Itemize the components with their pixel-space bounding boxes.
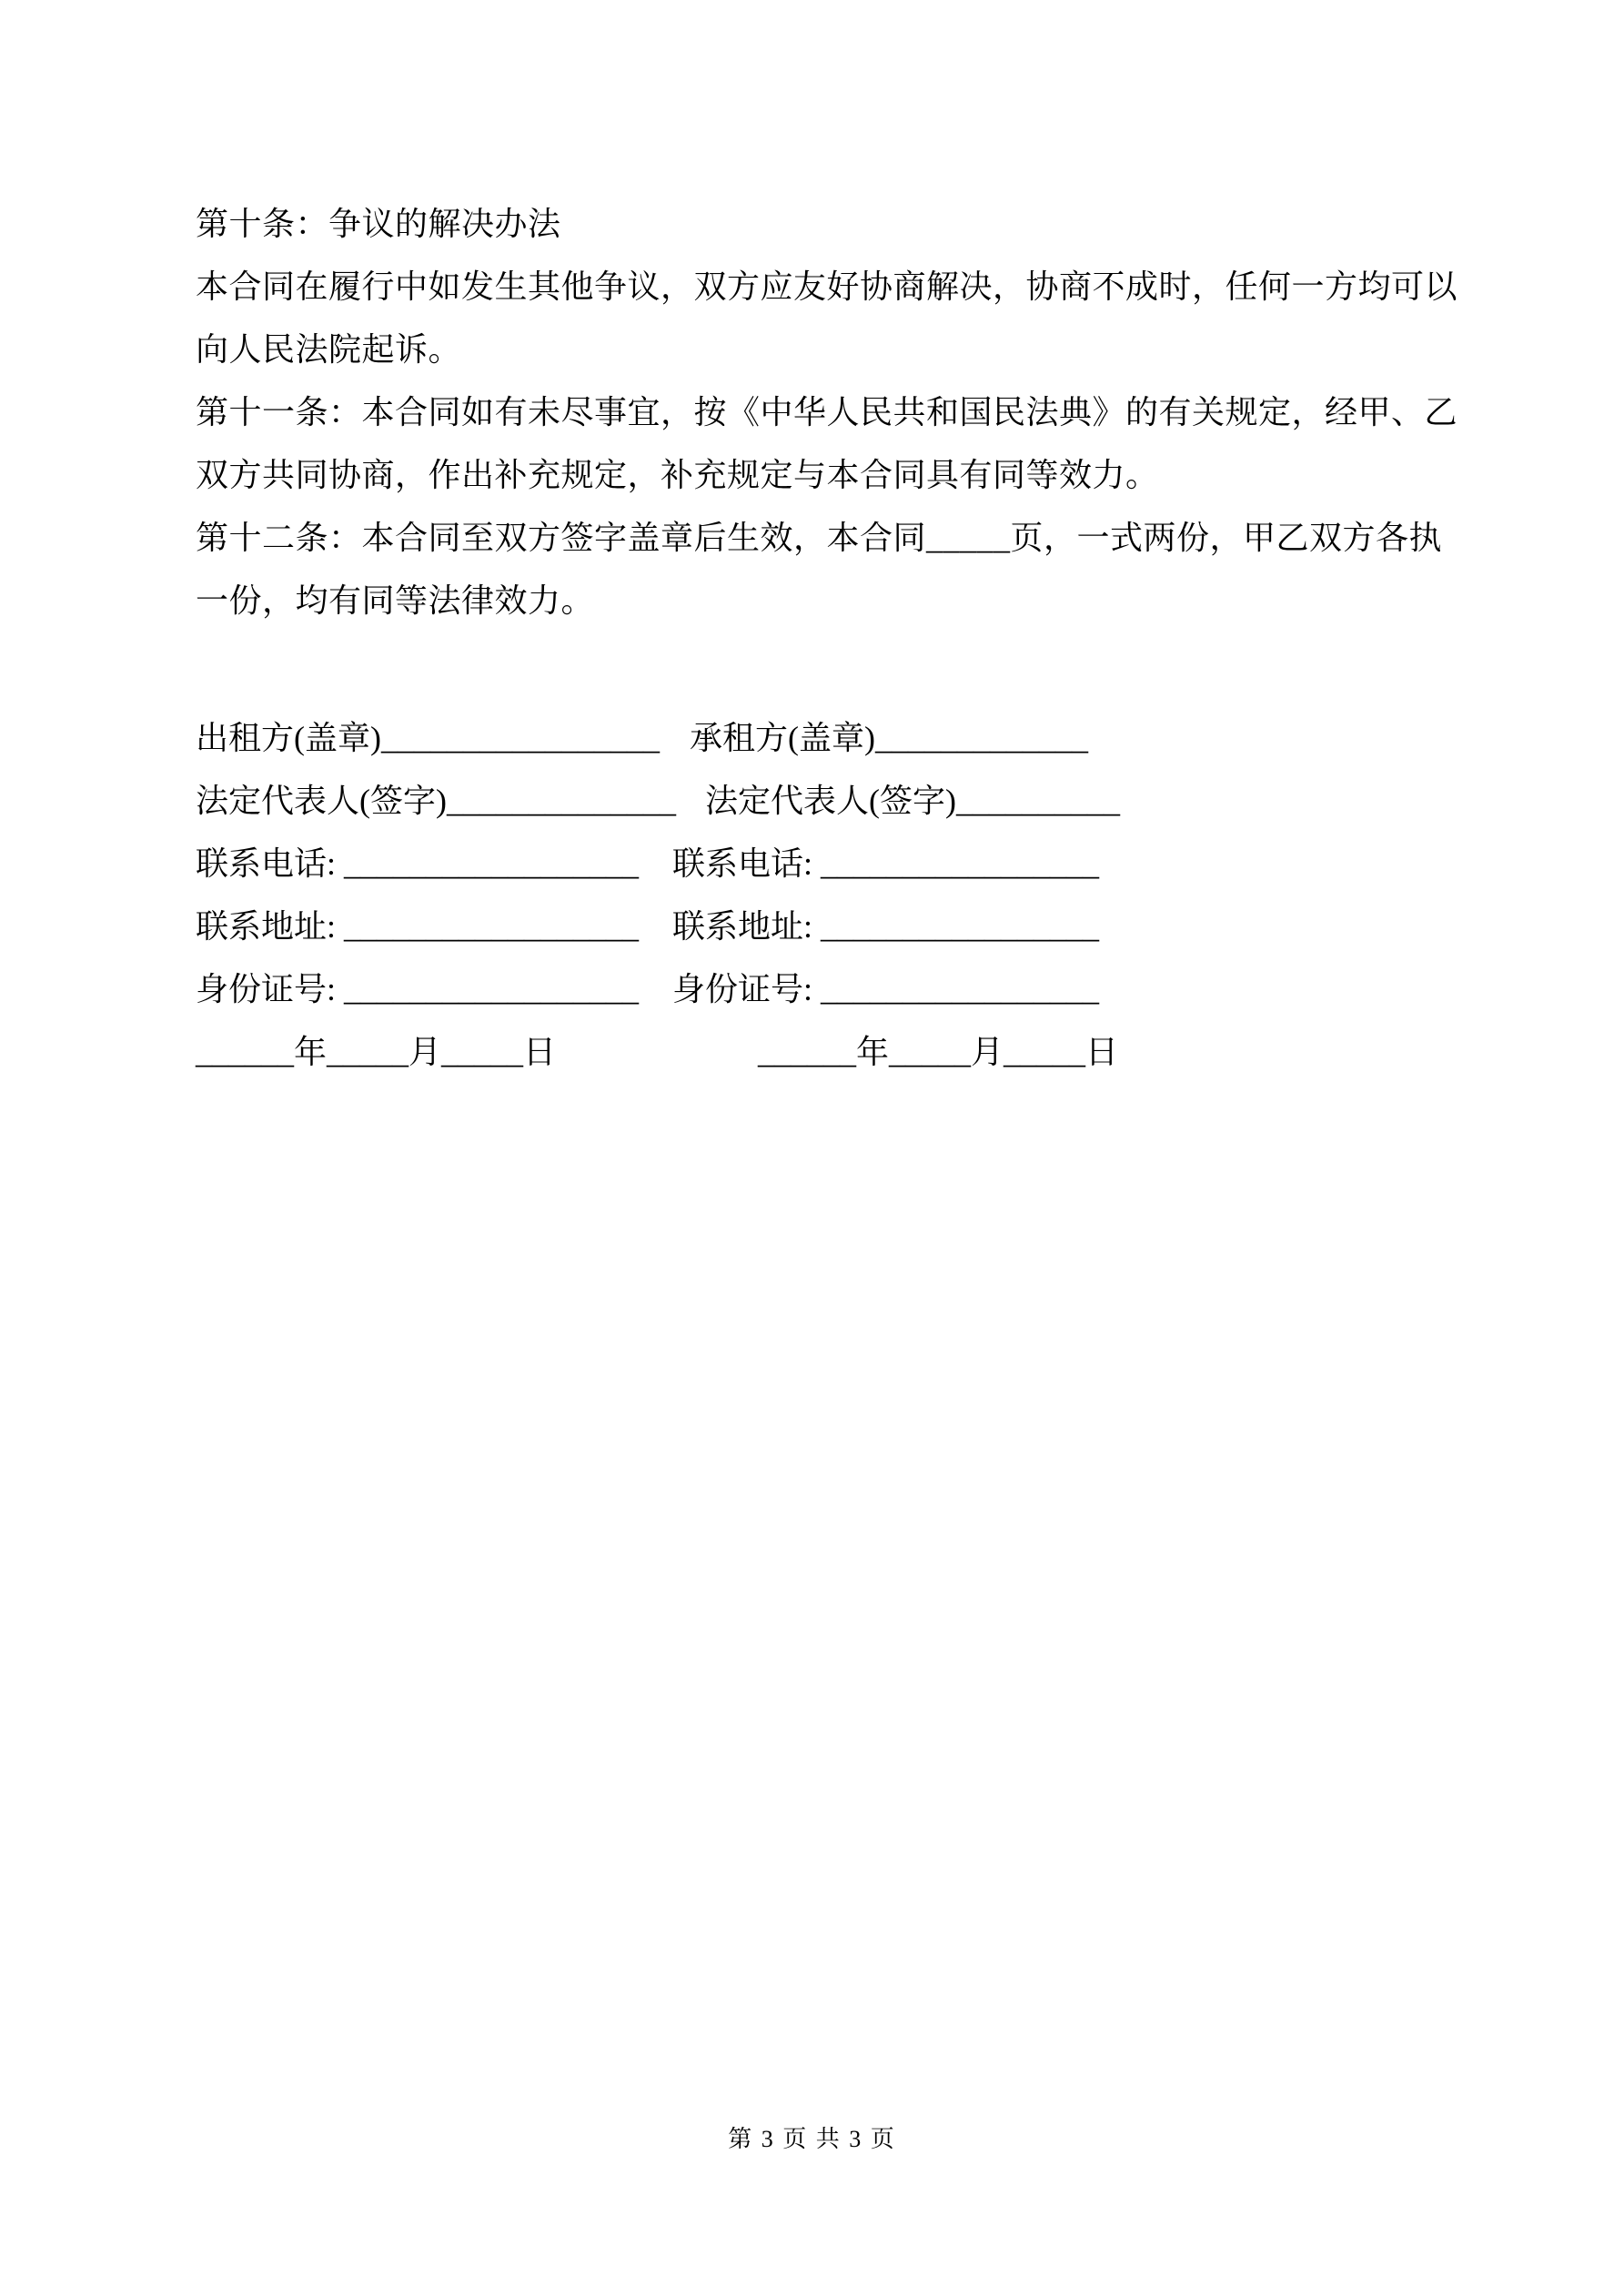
lessor-id-number-field: 身份证号: __________________ — [196, 971, 640, 1007]
lessee-address-field: 联系地址: _________________ — [672, 908, 1100, 945]
signature-block — [196, 707, 1460, 1084]
lessor-date-field: ______年_____月_____日 — [196, 1034, 556, 1070]
article-10-heading: 第十条：争议的解决办法 — [196, 206, 561, 242]
lessor-representative-field: 法定代表人(签字)______________ — [196, 783, 676, 819]
signature-row-phone — [196, 833, 1460, 895]
signature-row-id — [196, 958, 1460, 1021]
lessee-seal-field: 承租方(盖章)_____________ — [690, 720, 1088, 756]
signature-row-date — [196, 1021, 1460, 1084]
article-11-line-2: 双方共同协商，作出补充规定，补充规定与本合同具有同等效力。 — [196, 457, 1159, 493]
lessee-phone-field: 联系电话: _________________ — [672, 845, 1100, 882]
article-10-body-line-2: 向人民法院起诉。 — [196, 331, 462, 368]
lessor-seal-field: 出租方(盖章)_________________ — [196, 720, 660, 756]
contract-body — [196, 193, 1460, 632]
article-12-line-2: 一份，均有同等法律效力。 — [196, 582, 595, 619]
lessor-address-field: 联系地址: __________________ — [196, 908, 640, 945]
lessee-id-number-field: 身份证号: _________________ — [672, 971, 1100, 1007]
lessor-phone-field: 联系电话: __________________ — [196, 845, 640, 882]
signature-row-representative — [196, 770, 1460, 833]
lessee-date-field: ______年_____月_____日 — [758, 1034, 1118, 1070]
article-11-line-1: 第十一条：本合同如有未尽事宜，按《中华人民共和国民法典》的有关规定，经甲、乙 — [196, 394, 1458, 430]
lessee-representative-field: 法定代表人(签字)__________ — [705, 783, 1120, 819]
page-number: 第 3 页 共 3 页 — [728, 2126, 896, 2152]
article-12-line-1: 第十二条：本合同至双方签字盖章后生效，本合同_____页，一式两份，甲乙双方各执 — [196, 520, 1443, 556]
article-10-body-line-1: 本合同在履行中如发生其他争议，双方应友好协商解决，协商不成时，任何一方均可以 — [196, 268, 1458, 305]
signature-row-seal — [196, 707, 1460, 770]
signature-row-address — [196, 895, 1460, 958]
